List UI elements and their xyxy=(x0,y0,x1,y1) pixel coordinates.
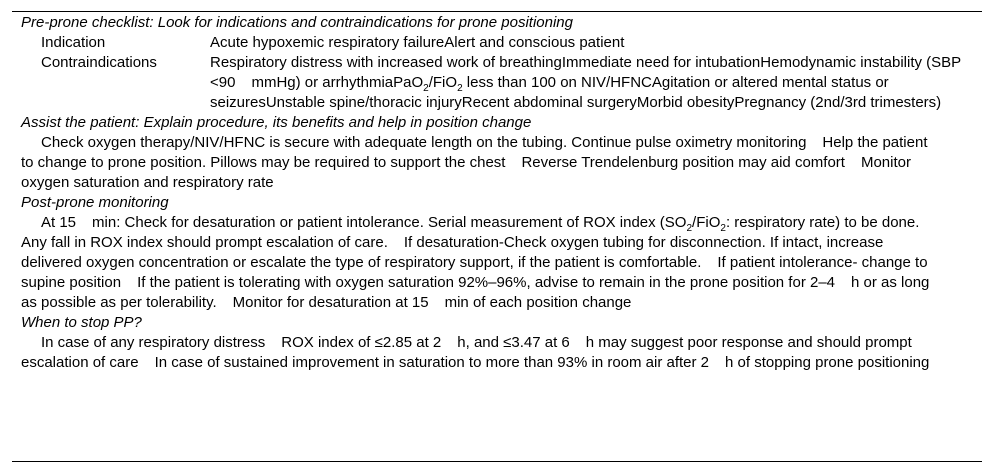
indication-label: Indication xyxy=(41,34,106,51)
table-body xyxy=(21,13,976,373)
stop-text-b: ROX index of ≤2.85 at 2 xyxy=(281,334,442,351)
stop-text-f: h of stopping prone positioning xyxy=(725,354,930,371)
pre-prone-heading: Pre-prone checklist: Look for indications and contraindications for prone positioning xyxy=(21,14,573,31)
contra-text-c: /FiO xyxy=(428,74,458,91)
contraindication-row xyxy=(21,53,976,113)
assist-step-4: Monitor oxygen saturation and respiratory rate xyxy=(21,154,911,191)
indication-row xyxy=(21,33,976,53)
table-bottom-rule xyxy=(12,461,982,462)
contra-text-a: Respiratory distress with increased work of breathingImmediate need for intubationHemodynamic instability (SBP <90 xyxy=(210,54,961,91)
post-sub-2: 2 xyxy=(720,223,726,234)
stop-text-e: In case of sustained improvement in saturation to more than 93% in room air after 2 xyxy=(154,354,710,371)
post-text-j: min of each position change xyxy=(444,294,632,311)
post-text-i: Monitor for desaturation at 15 xyxy=(232,294,429,311)
contra-text-d: less than 100 on NIV/HFNCAgitation or altered mental status or seizuresUnstable spine/thoracic injuryRecent abdominal surgeryMorbid obesityPregnancy (2nd/3rd trimesters) xyxy=(210,74,942,111)
assist-step-2: Help the patient to change to prone position. Pillows may be required to support the chest xyxy=(21,134,928,171)
post-prone-heading: Post-prone monitoring xyxy=(21,194,169,211)
assist-paragraph xyxy=(21,133,941,193)
contra-text-b: mmHg) or arrhythmiaPaO xyxy=(251,74,424,91)
post-text-h: h or as long as possible as per tolerability. xyxy=(21,274,930,311)
assist-heading: Assist the patient: Explain procedure, its benefits and help in position change xyxy=(21,114,532,131)
table-top-rule xyxy=(12,11,982,12)
contra-sub-2: 2 xyxy=(457,83,463,94)
stop-text-a: In case of any respiratory distress xyxy=(41,334,266,351)
contra-sub-1: 2 xyxy=(423,83,429,94)
stop-text-c: h, and ≤3.47 at 6 xyxy=(457,334,570,351)
contraindication-value xyxy=(210,53,976,113)
post-text-g: If the patient is tolerating with oxygen saturation 92%–96%, advise to remain in the prone position for 2–4 xyxy=(137,274,836,291)
assist-step-1: Check oxygen therapy/NIV/HFNC is secure with adequate length on the tubing. Continue pulse oximetry monitoring xyxy=(41,134,807,151)
contraindication-label: Contraindications xyxy=(41,54,157,71)
post-sub-1: 2 xyxy=(686,223,693,234)
stop-text-d: h may suggest poor response and should prompt escalation of care xyxy=(21,334,912,371)
stop-paragraph xyxy=(21,333,941,373)
post-text-c: /FiO xyxy=(692,214,721,231)
assist-step-3: Reverse Trendelenburg position may aid comfort xyxy=(521,154,845,171)
post-text-e: If desaturation-Check oxygen tubing for disconnection. If intact, increase delivered oxygen concentration or escalate the type of respiratory support, if the patient is comfortable. xyxy=(21,234,884,271)
indication-value: Acute hypoxemic respiratory failureAlert and conscious patient xyxy=(210,34,625,51)
post-text-a: At 15 xyxy=(41,214,77,231)
post-prone-paragraph xyxy=(21,213,941,313)
post-text-d: : respiratory rate) to be done. Any fall in ROX index should prompt escalation of care. xyxy=(21,214,920,251)
post-text-f: If patient intolerance- change to supine position xyxy=(21,254,928,291)
post-text-b: min: Check for desaturation or patient intolerance. Serial measurement of ROX index (SO xyxy=(92,214,687,231)
stop-heading: When to stop PP? xyxy=(21,314,142,331)
